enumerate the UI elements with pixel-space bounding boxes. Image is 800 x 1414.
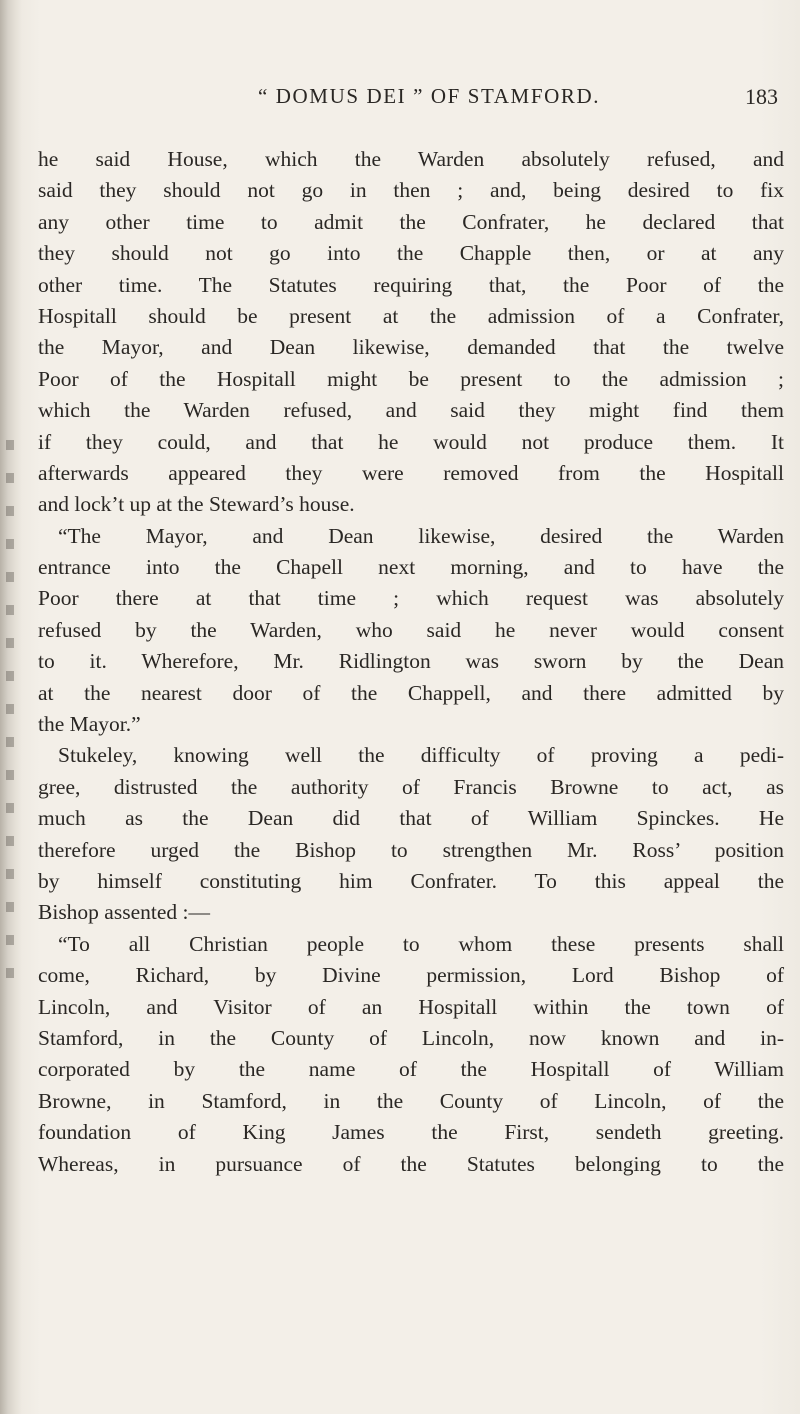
body-text <box>38 144 784 1180</box>
binding-gutter <box>0 0 22 1414</box>
text-line: the Mayor, and Dean likewise, demanded that the twelve <box>38 335 784 360</box>
text-line: to it. Wherefore, Mr. Ridlington was sworn by the Dean <box>38 649 784 674</box>
gutter-shadow-marks <box>6 440 14 1000</box>
text-line: if they could, and that he would not produce them. It <box>38 429 784 454</box>
text-line: gree, distrusted the authority of Francis Browne to act, as <box>38 774 784 799</box>
text-line: Poor there at that time ; which request was absolutely <box>38 586 784 611</box>
text-line: refused by the Warden, who said he never would consent <box>38 617 784 642</box>
text-line: at the nearest door of the Chappell, and there admitted by <box>38 680 784 705</box>
text-line: Poor of the Hospitall might be present to the admission ; <box>38 366 784 391</box>
text-line: Lincoln, and Visitor of an Hospitall within the town of <box>38 994 784 1019</box>
text-line: “To all Christian people to whom these presents shall <box>58 931 784 956</box>
text-line: Hospitall should be present at the admission of a Confrater, <box>38 303 784 328</box>
text-line: by himself constituting him Confrater. To this appeal the <box>38 868 784 893</box>
text-line: afterwards appeared they were removed from the Hospitall <box>38 460 784 485</box>
text-line: Browne, in Stamford, in the County of Lincoln, of the <box>38 1088 784 1113</box>
page-number: 183 <box>745 84 778 109</box>
text-line: foundation of King James the First, sendeth greeting. <box>38 1120 784 1145</box>
text-line: much as the Dean did that of William Spinckes. He <box>38 806 784 831</box>
text-line: said they should not go in then ; and, being desired to fix <box>38 178 784 203</box>
text-line: he said House, which the Warden absolutely refused, and <box>38 147 784 171</box>
running-head-title: “ DOMUS DEI ” OF STAMFORD. <box>258 84 601 108</box>
text-line: Stukeley, knowing well the difficulty of proving a pedi- <box>58 743 784 768</box>
text-line: and lock’t up at the Steward’s house. <box>38 492 355 517</box>
text-line: they should not go into the Chapple then, or at any <box>38 241 784 266</box>
running-head <box>258 84 778 120</box>
text-line: any other time to admit the Confrater, he declared that <box>38 209 784 234</box>
text-line: Whereas, in pursuance of the Statutes belonging to the <box>38 1151 784 1176</box>
text-line: therefore urged the Bishop to strengthen Mr. Ross’ position <box>38 837 784 862</box>
text-line: which the Warden refused, and said they might find them <box>38 398 784 423</box>
text-line: the Mayor.” <box>38 712 141 737</box>
text-line: corporated by the name of the Hospitall of William <box>38 1057 784 1082</box>
text-line: Stamford, in the County of Lincoln, now known and in- <box>38 1025 784 1050</box>
text-line: other time. The Statutes requiring that, the Poor of the <box>38 272 784 297</box>
text-line: Bishop assented :— <box>38 900 210 925</box>
text-line: “The Mayor, and Dean likewise, desired the Warden <box>58 523 784 548</box>
text-line: come, Richard, by Divine permission, Lord Bishop of <box>38 963 784 988</box>
text-line: entrance into the Chapell next morning, and to have the <box>38 555 784 580</box>
